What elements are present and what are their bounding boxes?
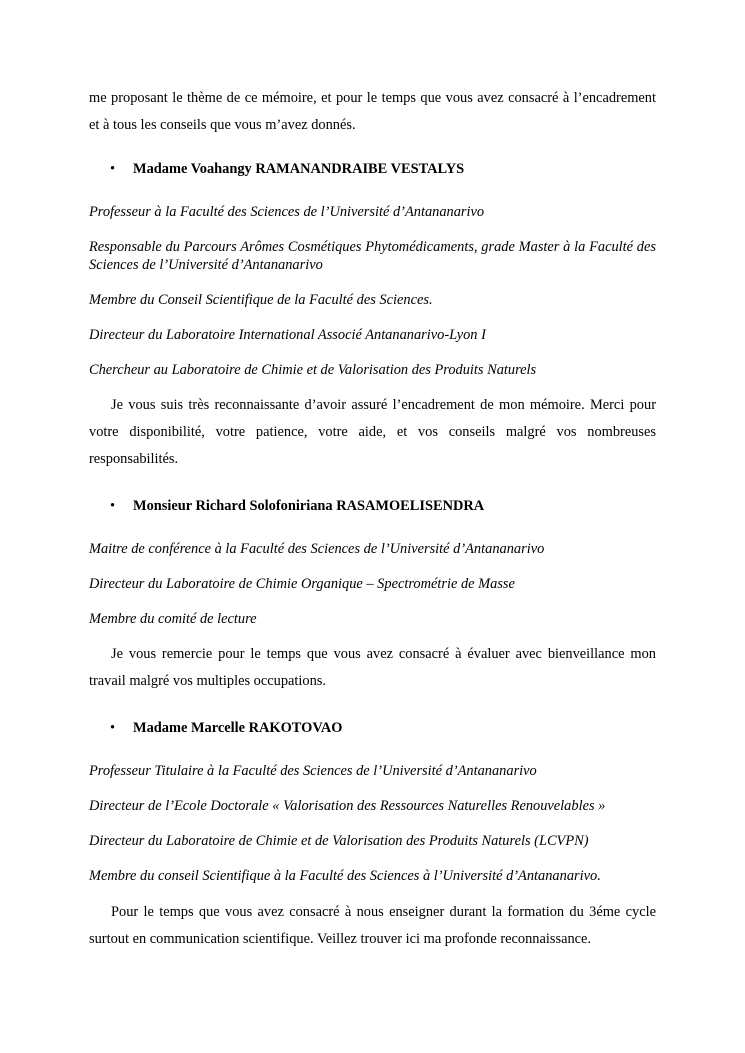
person-heading (89, 496, 656, 516)
person-heading (89, 159, 656, 179)
role-line: Membre du Conseil Scientifique de la Faculté des Sciences. (89, 292, 433, 308)
person-name: Monsieur Richard Solofoniriana RASAMOELISENDRA (133, 498, 485, 514)
document-page (89, 85, 656, 953)
person-name: Madame Voahangy RAMANANDRAIBE VESTALYS (133, 161, 465, 177)
role-line: Professeur à la Faculté des Sciences de l’Université d’Antananarivo (89, 204, 485, 220)
thanks-paragraph: Pour le temps que vous avez consacré à nous enseigner durant la formation du 3éme cycle surtout en communication scientifique. Veillez trouver ici ma profonde reconnaissance. (89, 904, 656, 947)
thanks-paragraph: Je vous remercie pour le temps que vous avez consacré à évaluer avec bienveillance mon travail malgré vos multiples occupations. (89, 646, 656, 689)
role-line: Professeur Titulaire à la Faculté des Sciences de l’Université d’Antananarivo (89, 763, 537, 779)
role-line: Membre du conseil Scientifique à la Faculté des Sciences à l’Université d’Antananarivo. (89, 868, 601, 884)
role-line: Directeur du Laboratoire de Chimie Organique – Spectrométrie de Masse (89, 576, 515, 592)
person-name: Madame Marcelle RAKOTOVAO (133, 720, 343, 736)
bullet-icon: • (110, 161, 116, 177)
role-line: Directeur du Laboratoire de Chimie et de Valorisation des Produits Naturels (LCVPN) (89, 833, 589, 849)
role-line: Maitre de conférence à la Faculté des Sciences de l’Université d’Antananarivo (89, 541, 545, 557)
bullet-icon: • (110, 498, 116, 514)
thanks-paragraph: Je vous suis très reconnaissante d’avoir assuré l’encadrement de mon mémoire. Merci pour votre disponibilité, votre patience, votre aide, et vos conseils malgré vos nombreuses responsabilités. (89, 397, 656, 467)
role-line: Responsable du Parcours Arômes Cosmétiques Phytomédicaments, grade Master à la Faculté des Sciences de l’Université d’Antananarivo (89, 239, 656, 273)
role-line: Membre du comité de lecture (89, 611, 257, 627)
role-line: Directeur de l’Ecole Doctorale « Valorisation des Ressources Naturelles Renouvelables » (89, 798, 606, 814)
role-line: Chercheur au Laboratoire de Chimie et de Valorisation des Produits Naturels (89, 362, 537, 378)
intro-paragraph: me proposant le thème de ce mémoire, et pour le temps que vous avez consacré à l’encadrement et à tous les conseils que vous m’avez donnés. (89, 90, 656, 133)
person-heading (89, 718, 656, 738)
role-line: Directeur du Laboratoire International Associé Antananarivo-Lyon I (89, 327, 486, 343)
bullet-icon: • (110, 720, 116, 736)
